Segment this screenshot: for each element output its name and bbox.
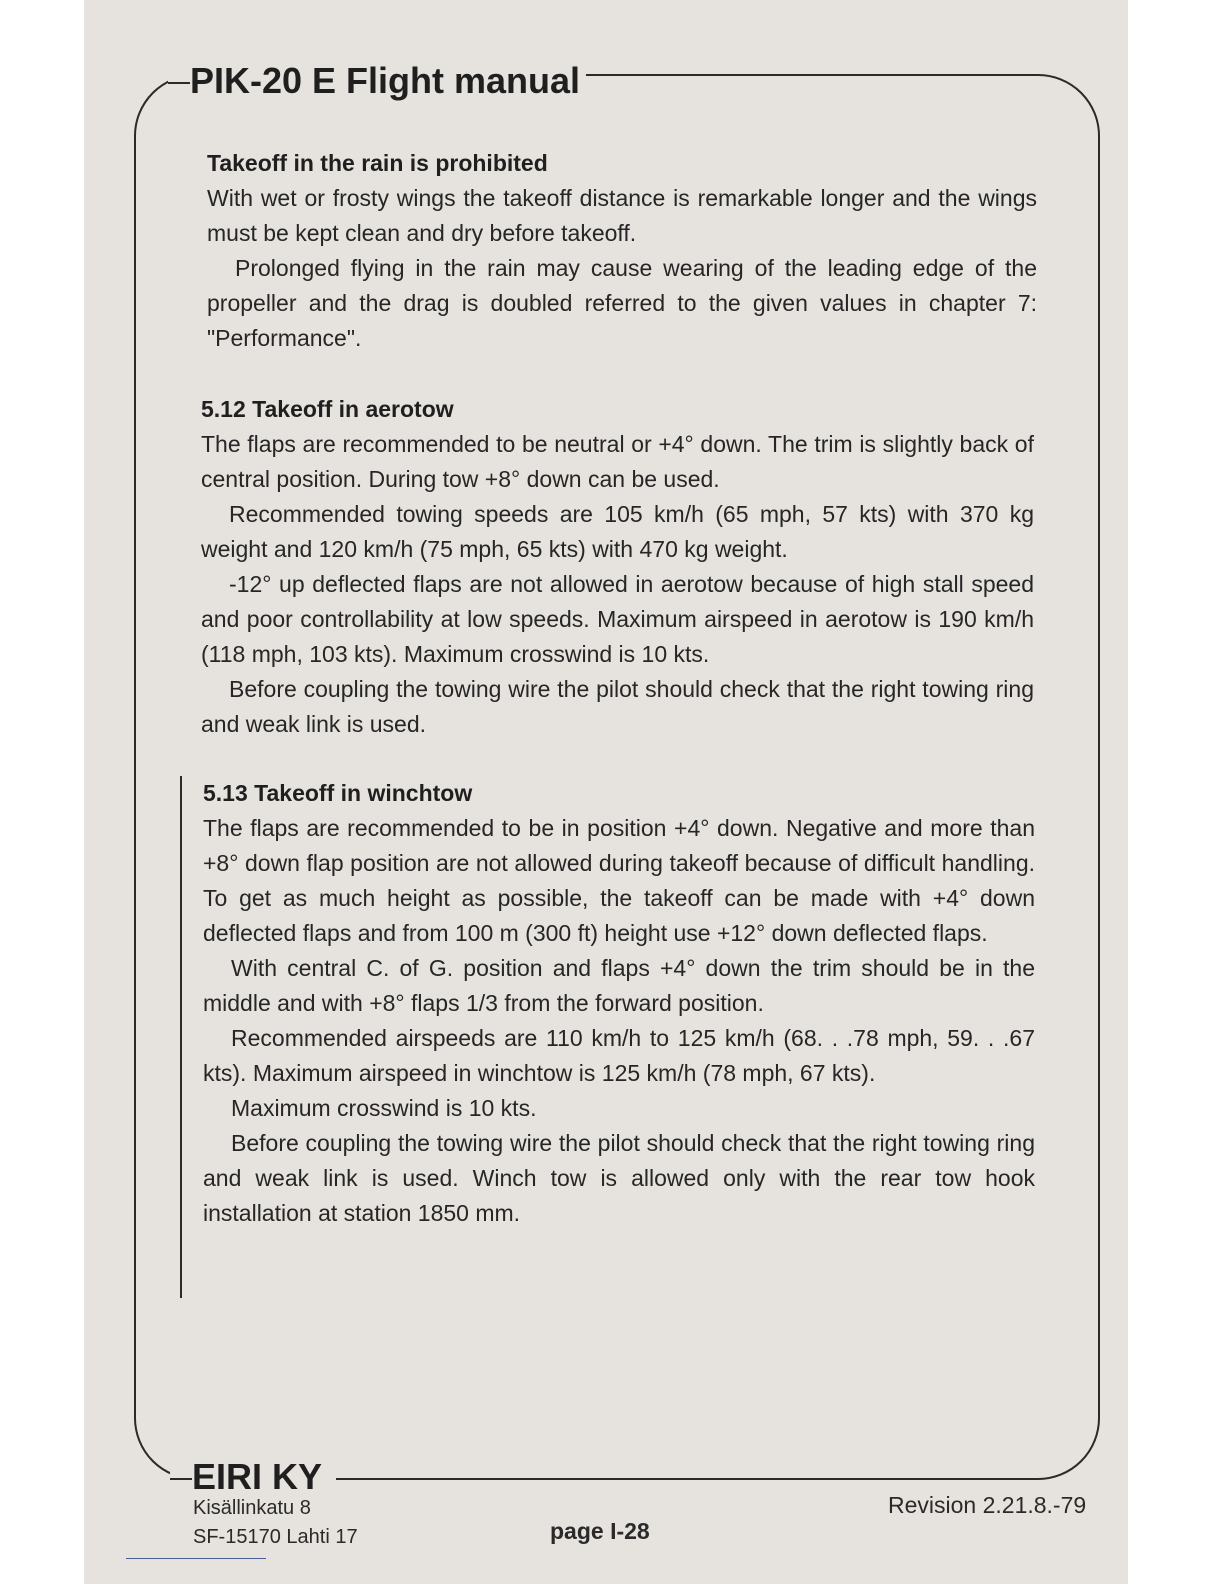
address-street: Kisällinkatu 8: [193, 1497, 311, 1519]
paragraph: With wet or frosty wings the takeoff distance is remarkable longer and the wings must be kept clean and dry before takeoff.: [207, 185, 1037, 246]
paragraph: Before coupling the towing wire the pilot should check that the right towing ring and weak link is used.: [201, 676, 1034, 737]
section-heading: 5.12 Takeoff in aerotow: [201, 396, 454, 422]
paragraph: Before coupling the towing wire the pilot should check that the right towing ring and weak link is used. Winch tow is allowed only with the rear tow hook installation at station 1850 mm.: [203, 1130, 1035, 1226]
paragraph: Recommended airspeeds are 110 km/h to 125 km/h (68. . .78 mph, 59. . .67 kts). Maximum airspeed in winchtow is 125 km/h (78 mph, 67 kts).: [203, 1025, 1035, 1086]
link-underline: [126, 1558, 266, 1559]
section-heading: Takeoff in the rain is prohibited: [207, 150, 548, 176]
paragraph: Recommended towing speeds are 105 km/h (65 mph, 57 kts) with 370 kg weight and 120 km/h (75 mph, 65 kts) with 470 kg weight.: [201, 501, 1034, 562]
page-number: page I-28: [550, 1518, 650, 1544]
section-aerotow: [201, 392, 1034, 742]
section-heading: 5.13 Takeoff in winchtow: [203, 780, 473, 806]
paragraph: The flaps are recommended to be neutral or +4° down. The trim is slightly back of central position. During tow +8° down can be used.: [201, 431, 1034, 492]
company-name: EIRI KY: [170, 1450, 336, 1504]
paragraph: Prolonged flying in the rain may cause wearing of the leading edge of the propeller and the drag is doubled referred to the given values in chapter 7: "Performance".: [207, 255, 1037, 351]
revision-label: Revision 2.21.8.-79: [888, 1492, 1087, 1518]
address-city: SF-15170 Lahti 17: [193, 1526, 358, 1548]
section-winchtow: [203, 776, 1035, 1231]
section-rain: [207, 146, 1037, 356]
paragraph: With central C. of G. position and flaps +4° down the trim should be in the middle and with +8° flaps 1/3 from the forward position.: [203, 955, 1035, 1016]
revision-change-bar: [180, 776, 182, 1298]
paragraph: The flaps are recommended to be in position +4° down. Negative and more than +8° down flap position are not allowed during takeoff because of difficult handling. To get as much height as possible, the takeoff can be made with +4° down deflected flaps and from 100 m (300 ft) height use +12° down deflected flaps.: [203, 815, 1035, 946]
paragraph: Maximum crosswind is 10 kts.: [231, 1095, 537, 1121]
page-title: PIK-20 E Flight manual: [168, 56, 586, 106]
paragraph: -12° up deflected flaps are not allowed in aerotow because of high stall speed and poor controllability at low speeds. Maximum airspeed in aerotow is 190 km/h (118 mph, 103 kts). Maximum crosswind is 10 kts.: [201, 571, 1034, 667]
